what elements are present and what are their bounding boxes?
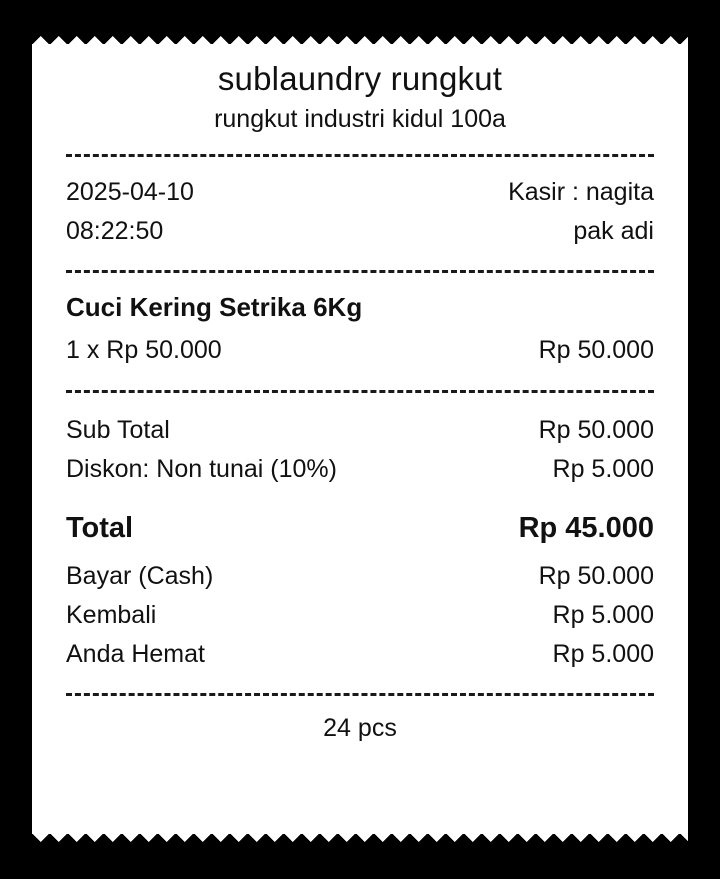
- payment-row-change: [62, 596, 658, 635]
- line-items: [62, 291, 658, 370]
- item-amount: Rp 50.000: [538, 336, 654, 365]
- savings-value: Rp 5.000: [552, 639, 654, 668]
- total-value: Rp 45.000: [518, 512, 654, 545]
- payment-row-savings: [62, 635, 658, 674]
- store-name: sublaundry rungkut: [217, 60, 503, 97]
- transaction-meta: [62, 173, 658, 251]
- total-label: Total: [66, 512, 134, 545]
- transaction-time: 08:22:50: [66, 216, 164, 245]
- savings-label: Anda Hemat: [66, 639, 205, 668]
- divider-header: [66, 154, 654, 157]
- summary-row-subtotal: [62, 411, 658, 450]
- cashier-name: Kasir : nagita: [508, 177, 654, 206]
- divider-meta: [66, 270, 654, 273]
- discount-value: Rp 5.000: [552, 454, 654, 483]
- meta-row-time-staff: [62, 212, 658, 251]
- item-name: Cuci Kering Setrika 6Kg: [66, 292, 363, 323]
- item-row: [62, 331, 658, 370]
- item-qty-price: 1 x Rp 50.000: [66, 336, 222, 365]
- change-value: Rp 5.000: [552, 600, 654, 629]
- meta-row-date-cashier: [62, 173, 658, 212]
- change-label: Kembali: [66, 600, 157, 629]
- divider-footer: [66, 693, 654, 696]
- paid-value: Rp 50.000: [538, 562, 654, 591]
- receipt-content: [32, 42, 688, 836]
- store-address: rungkut industri kidul 100a: [214, 104, 506, 133]
- total-row: [62, 508, 658, 549]
- transaction-date: 2025-04-10: [66, 177, 194, 206]
- summary-row-discount: [62, 450, 658, 489]
- paid-label: Bayar (Cash): [66, 562, 214, 591]
- payment-row-paid: [62, 557, 658, 596]
- total-pieces: 24 pcs: [323, 714, 397, 743]
- discount-label: Diskon: Non tunai (10%): [66, 454, 337, 483]
- served-by: pak adi: [573, 216, 654, 245]
- paper-torn-edge-bottom: [32, 834, 688, 850]
- summary-section: [62, 411, 658, 489]
- divider-items: [66, 390, 654, 393]
- payment-section: [62, 557, 658, 673]
- receipt-paper: [32, 28, 688, 850]
- subtotal-value: Rp 50.000: [538, 415, 654, 444]
- subtotal-label: Sub Total: [66, 415, 170, 444]
